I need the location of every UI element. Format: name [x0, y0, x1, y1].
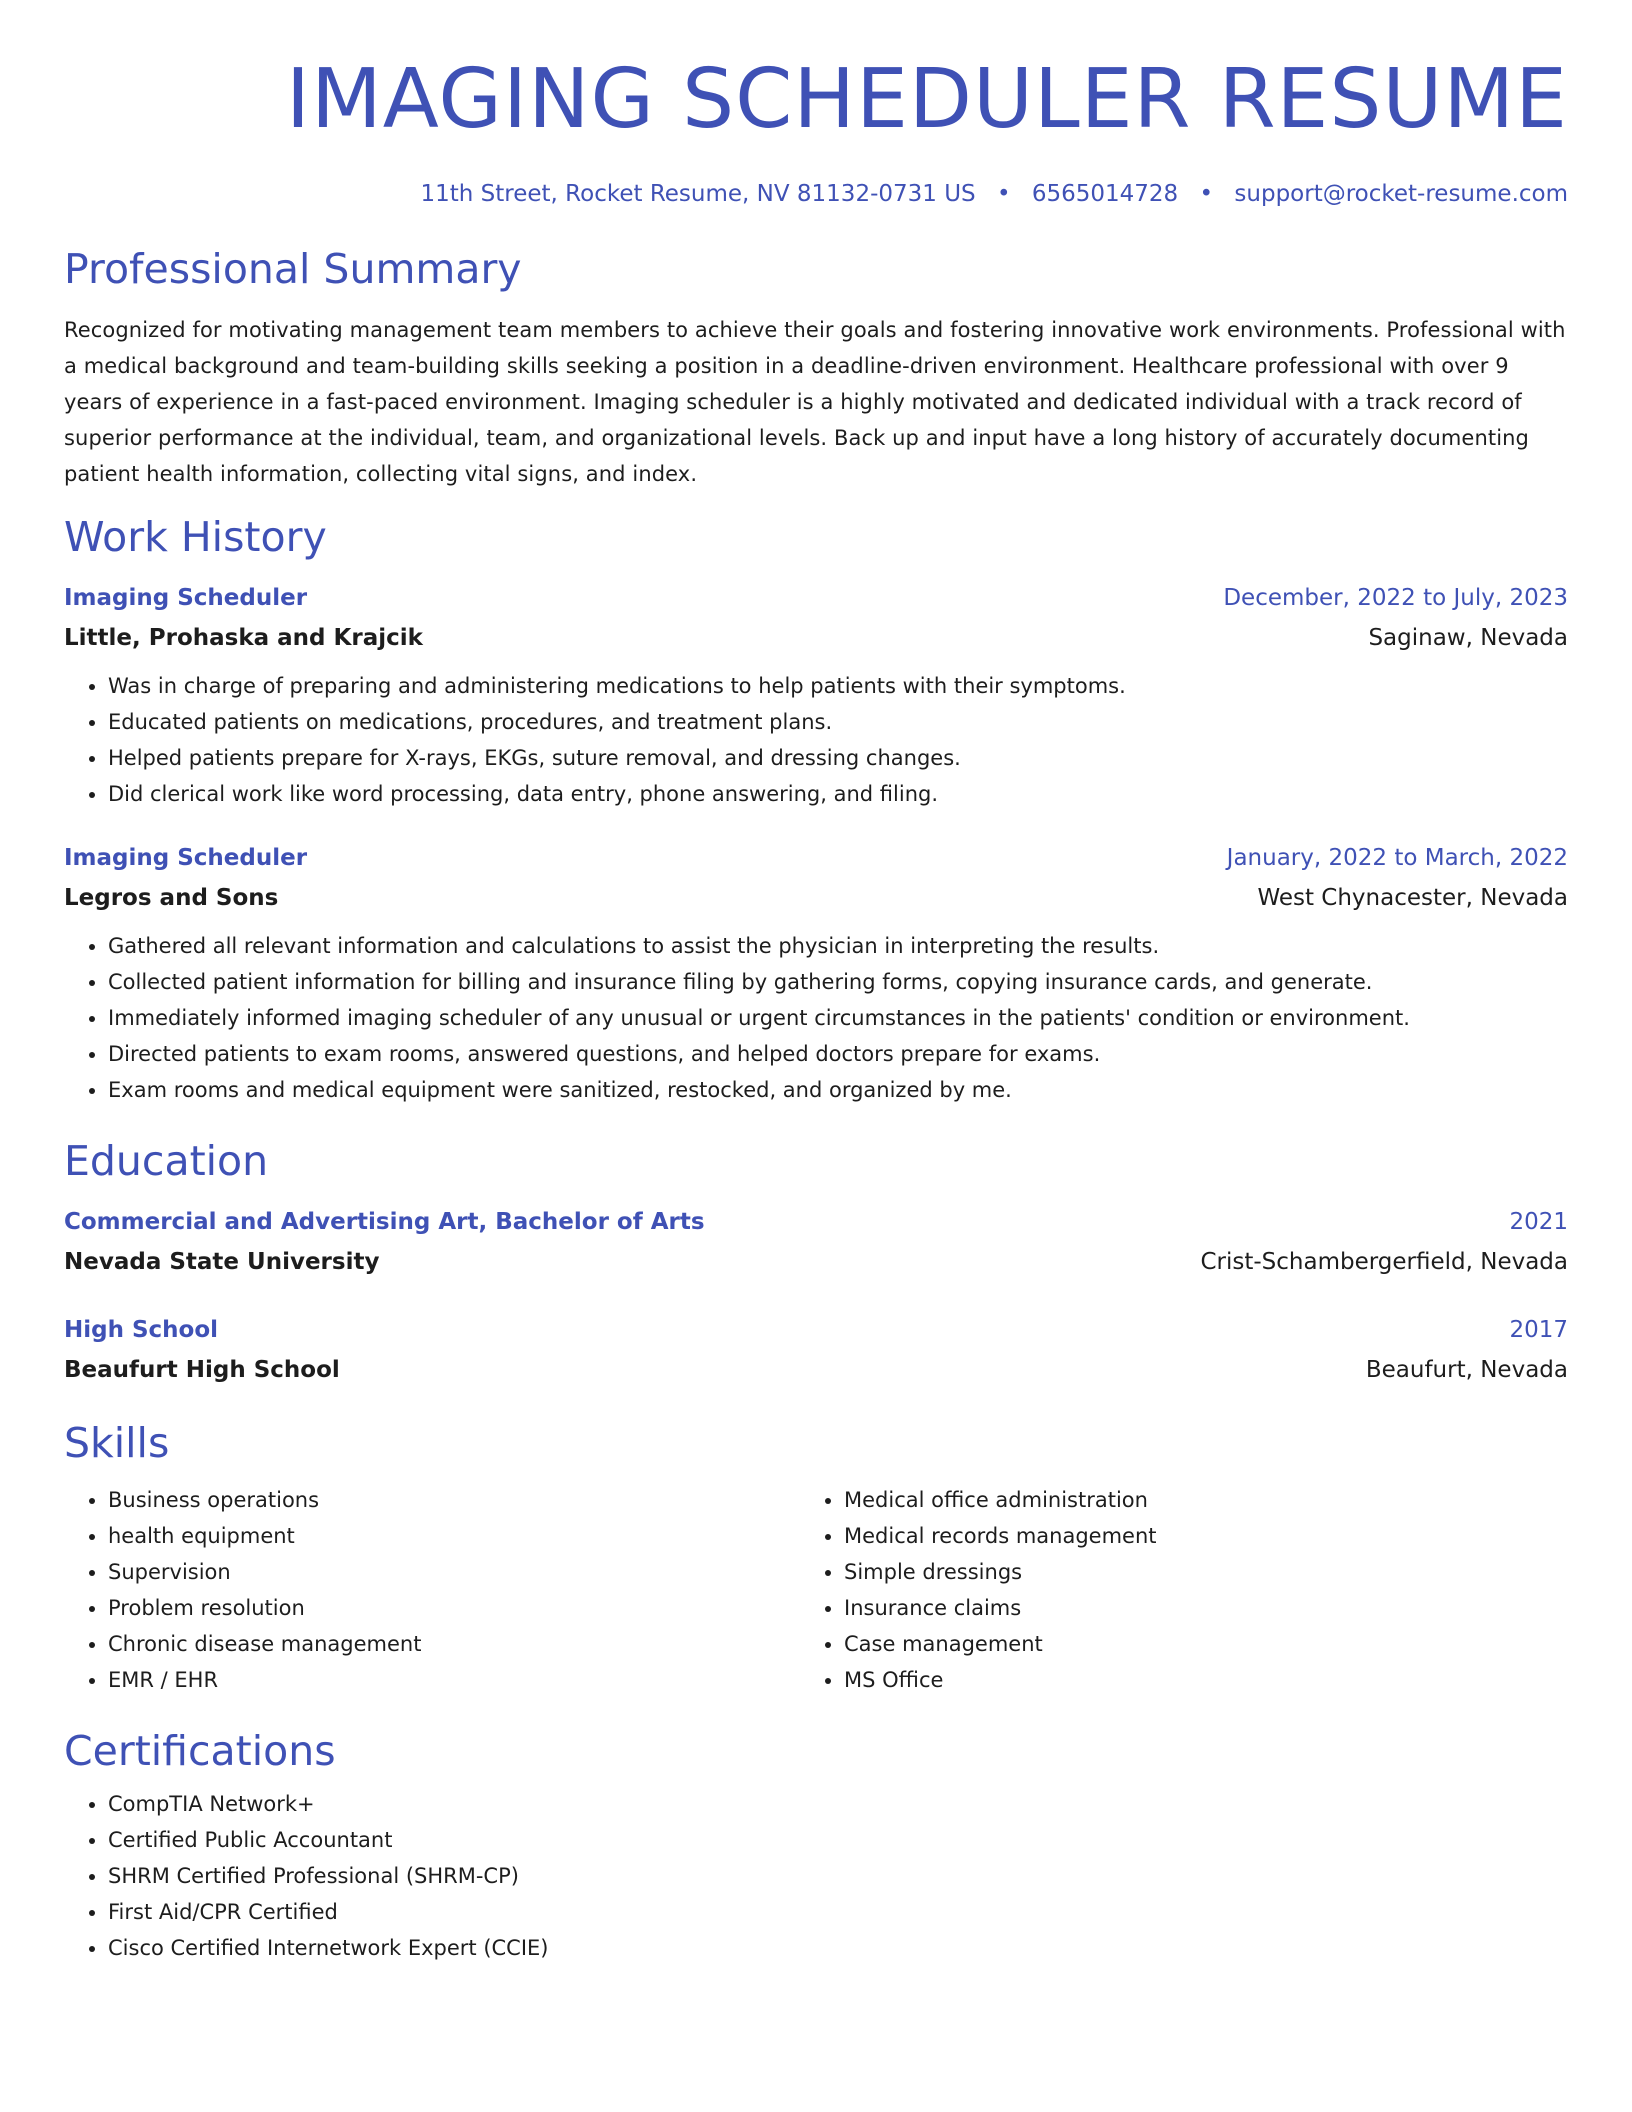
skill-item: • Insurance claims	[844, 1590, 1536, 1626]
certifications-list	[64, 1786, 1568, 1966]
job-dates: January, 2022 to March, 2022	[1226, 845, 1568, 871]
contact-email[interactable]: support@rocket-resume.com	[1234, 181, 1568, 207]
education-school-row	[64, 1350, 1568, 1390]
summary-section	[64, 244, 1568, 492]
skill-item: • EMR / EHR	[108, 1662, 800, 1698]
skill-item: • Chronic disease management	[108, 1626, 800, 1662]
education-location: Crist-Schambergerfield, Nevada	[1200, 1249, 1568, 1275]
summary-text: Recognized for motivating management team members to achieve their goals and fostering innovative work environments. Professional with a medical background and team-building skills seeking a position in a deadline-driven environment. Healthcare professional with over 9 years of experience in a fast-paced environment. Imaging scheduler is a highly motivated and dedicated individual with a track record of superior performance at the individual, team, and organizational levels. Back up and input have a long history of accurately documenting patient health information, collecting vital signs, and index.	[64, 318, 1566, 486]
certification-item: • SHRM Certified Professional (SHRM-CP)	[108, 1858, 1568, 1894]
certification-item: • Cisco Certified Internetwork Expert (CCIE)	[108, 1930, 1568, 1966]
work-history-section	[64, 512, 1568, 1108]
certifications-heading: Certifications	[64, 1727, 336, 1775]
contact-line	[64, 178, 1568, 210]
contact-phone: 6565014728	[1031, 181, 1179, 207]
job-title-row	[64, 578, 1568, 618]
education-section	[64, 1136, 1568, 1390]
job-bullet: • Was in charge of preparing and administering medications to help patients with their symptoms.	[108, 668, 1568, 704]
job-bullet: • Directed patients to exam rooms, answered questions, and helped doctors prepare for exams.	[108, 1036, 1568, 1072]
skill-item: • Business operations	[108, 1482, 800, 1518]
skill-item: • Medical office administration	[844, 1482, 1536, 1518]
certification-item: • CompTIA Network+	[108, 1786, 1568, 1822]
education-school-row	[64, 1242, 1568, 1282]
job-dates: December, 2022 to July, 2023	[1223, 585, 1568, 611]
job-entry	[64, 578, 1568, 812]
skill-item: • Case management	[844, 1626, 1536, 1662]
job-company: Legros and Sons	[64, 885, 279, 911]
job-location: Saginaw, Nevada	[1368, 625, 1568, 651]
certification-item: • Certified Public Accountant	[108, 1822, 1568, 1858]
skill-item: • health equipment	[108, 1518, 800, 1554]
contact-address: 11th Street, Rocket Resume, NV 81132-0731 US	[420, 181, 976, 207]
job-bullets	[64, 668, 1568, 812]
skills-section	[64, 1418, 1568, 1698]
education-degree-row	[64, 1202, 1568, 1242]
job-company: Little, Prohaska and Krajcik	[64, 625, 423, 651]
skill-item: • MS Office	[844, 1662, 1536, 1698]
job-bullet: • Educated patients on medications, procedures, and treatment plans.	[108, 704, 1568, 740]
education-degree-row	[64, 1310, 1568, 1350]
skills-list-right	[800, 1482, 1536, 1698]
skills-heading: Skills	[64, 1419, 170, 1467]
job-title-row	[64, 838, 1568, 878]
job-company-row	[64, 878, 1568, 918]
job-bullets	[64, 928, 1568, 1108]
job-bullet: • Gathered all relevant information and calculations to assist the physician in interpreting the results.	[108, 928, 1568, 964]
job-role: Imaging Scheduler	[64, 845, 308, 871]
job-bullet: • Helped patients prepare for X-rays, EKGs, suture removal, and dressing changes.	[108, 740, 1568, 776]
education-degree: High School	[64, 1317, 219, 1343]
skill-item: • Medical records management	[844, 1518, 1536, 1554]
contact-separator: •	[1199, 181, 1214, 207]
education-school: Nevada State University	[64, 1249, 380, 1275]
skills-list-left	[64, 1482, 800, 1698]
job-company-row	[64, 618, 1568, 658]
job-bullet: • Collected patient information for billing and insurance filing by gathering forms, copying insurance cards, and generate.	[108, 964, 1568, 1000]
education-location: Beaufurt, Nevada	[1365, 1357, 1568, 1383]
skills-grid	[64, 1482, 1568, 1698]
education-entry	[64, 1202, 1568, 1282]
education-year: 2021	[1509, 1209, 1568, 1235]
education-school: Beaufurt High School	[64, 1357, 340, 1383]
skill-item: • Simple dressings	[844, 1554, 1536, 1590]
job-bullet: • Exam rooms and medical equipment were sanitized, restocked, and organized by me.	[108, 1072, 1568, 1108]
summary-heading: Professional Summary	[64, 245, 522, 293]
job-role: Imaging Scheduler	[64, 585, 308, 611]
job-bullet: • Did clerical work like word processing, data entry, phone answering, and filing.	[108, 776, 1568, 812]
certifications-section	[64, 1726, 1568, 1966]
certification-item: • First Aid/CPR Certified	[108, 1894, 1568, 1930]
education-year: 2017	[1509, 1317, 1568, 1343]
skill-item: • Supervision	[108, 1554, 800, 1590]
contact-separator: •	[996, 181, 1011, 207]
resume-title: IMAGING SCHEDULER RESUME	[285, 52, 1568, 147]
job-bullet: • Immediately informed imaging scheduler of any unusual or urgent circumstances in the patients' condition or environment.	[108, 1000, 1568, 1036]
education-heading: Education	[64, 1137, 269, 1185]
education-entry	[64, 1310, 1568, 1390]
job-location: West Chynacester, Nevada	[1257, 885, 1568, 911]
work-history-heading: Work History	[64, 513, 327, 561]
education-degree: Commercial and Advertising Art, Bachelor of Arts	[64, 1209, 705, 1235]
job-entry	[64, 838, 1568, 1108]
skill-item: • Problem resolution	[108, 1590, 800, 1626]
